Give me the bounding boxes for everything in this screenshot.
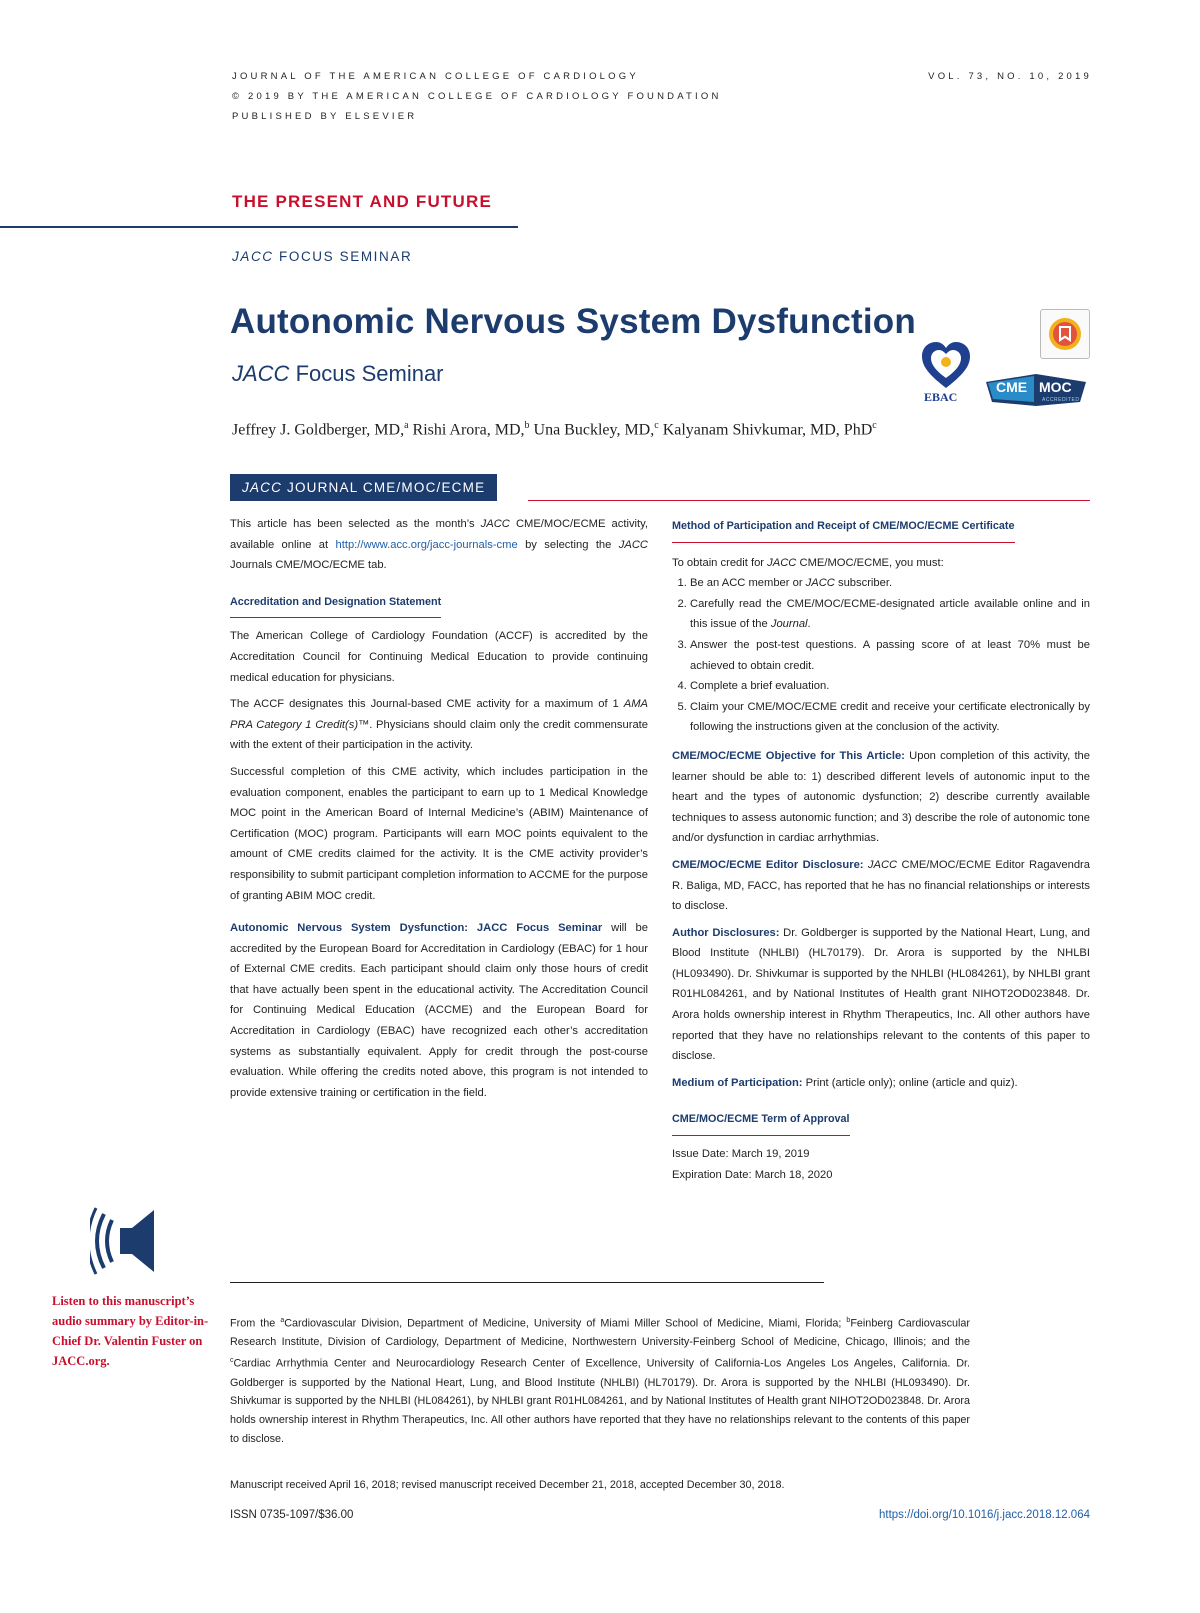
method-heading: Method of Participation and Receipt of CME/MOC/ECME Certificate xyxy=(672,516,1015,543)
method-intro: To obtain credit for JACC CME/MOC/ECME, you must: xyxy=(672,556,944,569)
copyright-line: © 2019 BY THE AMERICAN COLLEGE OF CARDIOLOGY FOUNDATION xyxy=(232,91,722,102)
method-steps xyxy=(672,573,1090,738)
author-disclosures-paragraph: Author Disclosures: Dr. Goldberger is supported by the National Heart, Lung, and Blood Institute (NHLBI) (HL70179). Dr. Arora is supported by the NHLBI (HL093490). Dr. Shivkumar is supported by the NHLBI (HL084261), by NHLBI grant R01HL084261, and by National Institutes of Health grant NIHOT2OD023848. Dr. Arora holds ownership interest in Rhythm Therapeutics, Inc. All other authors have reported that they have no relationships relevant to the contents of this paper to disclose. xyxy=(672,926,1090,1063)
article-title: Autonomic Nervous System Dysfunction xyxy=(230,302,916,341)
publisher-line: PUBLISHED BY ELSEVIER xyxy=(232,111,418,122)
method-step: 2. Carefully read the CME/MOC/ECME-designated article available online and in this issue of the Journal. xyxy=(690,594,1090,635)
term-heading: CME/MOC/ECME Term of Approval xyxy=(672,1109,850,1136)
author-list: Jeffrey J. Goldberger, MD,$^a$ Rishi Arora, MD,$^b$ Una Buckley, MD,$^c$ Kalyanam Shivkumar, MD, PhD$^c$ xyxy=(232,420,877,439)
objective-paragraph: CME/MOC/ECME Objective for This Article: Upon completion of this activity, the learner should be able to: 1) described different levels of autonomic input to the heart and the types of autonomic dysfunction; 2) describe currently available techniques to assess autonomic function; and 3) describe the role of autonomic tone and/or dysfunction in cardiac arrhythmias. xyxy=(672,749,1090,845)
journal-name: JOURNAL OF THE AMERICAN COLLEGE OF CARDIOLOGY xyxy=(232,71,639,82)
ebac-heart-icon xyxy=(918,338,974,394)
right-column xyxy=(672,514,1090,1185)
method-step: 3. Answer the post-test questions. A passing score of at least 70% must be achieved to obtain credit. xyxy=(690,635,1090,676)
article-subtitle: JACC Focus Seminar xyxy=(232,361,444,386)
section-rule xyxy=(0,226,518,228)
audio-summary-button[interactable] xyxy=(90,1206,170,1276)
speaker-icon xyxy=(90,1206,170,1276)
doi-link[interactable]: https://doi.org/10.1016/j.jacc.2018.12.064 xyxy=(879,1509,1090,1521)
accredited-label: ACCREDITED xyxy=(1042,397,1080,403)
intro-paragraph: This article has been selected as the month’s JACC CME/MOC/ECME activity, available online at http://www.acc.org/jacc-journals-cme by selecting the JACC Journals CME/MOC/ECME tab. xyxy=(230,518,649,572)
accreditation-paragraph-1: The American College of Cardiology Foundation (ACCF) is accredited by the Accreditation Council for Continuing Medical Education to provide continuing medical education for physicians. xyxy=(230,630,648,684)
medium-paragraph: Medium of Participation: Print (article only); online (article and quiz). xyxy=(672,1076,1018,1089)
issn: ISSN 0735-1097/$36.00 xyxy=(230,1509,354,1521)
cme-section-rule xyxy=(528,500,1090,501)
ebac-paragraph: Autonomic Nervous System Dysfunction: JACC Focus Seminar will be accredited by the European Board for Accreditation in Cardiology (EBAC) for 1 hour of External CME credits. Each participant should claim only those hours of credit that have actually been spent in the educational activity. The Accreditation Council for Continuing Medical Education (ACCME) and the European Board for Accreditation in Cardiology (EBAC) have recognized each other’s accreditation systems as substantially equivalent. Apply for credit through the post-course evaluation. While offering the credits noted above, this program is not intended to provide extensive training or certification in the field. xyxy=(230,922,648,1099)
accreditation-heading: Accreditation and Designation Statement xyxy=(230,592,441,619)
left-column xyxy=(230,514,648,1109)
footnote-rule xyxy=(230,1282,824,1283)
accreditation-paragraph-2: The ACCF designates this Journal-based CME activity for a maximum of 1 AMA PRA Category 1 Credit(s)™. Physicians should claim only the credit commensurate with the extent of their participation in the activity. xyxy=(230,698,649,752)
method-step: 1. Be an ACC member or JACC subscriber. xyxy=(690,573,1090,594)
editor-disclosure-paragraph: CME/MOC/ECME Editor Disclosure: JACC CME/MOC/ECME Editor Ragavendra R. Baliga, MD, FACC, has reported that he has no financial relationships or interests to disclose. xyxy=(672,858,1090,913)
affiliations-footnote: From the $^a$Cardiovascular Division, Department of Medicine, University of Miami Miller School of Medicine, Miami, Florida; $^b$Feinberg Cardiovascular Research Institute, Division of Cardiology, Department of Medicine, Northwestern University-Feinberg School of Medicine, Chicago, Illinois; and the $^c$Cardiac Arrhythmia Center and Neurocardiology Research Center of Excellence, University of California-Los Angeles Los Angeles, California. Dr. Goldberger is supported by the National Heart, Lung, and Blood Institute (NHLBI) (HL70179). Dr. Arora is supported by the NHLBI (HL093490). Dr. Shivkumar is supported by the NHLBI (HL084261), by NHLBI grant R01HL084261, and by National Institutes of Health grant NIHOT2OD023848. Dr. Arora holds ownership interest in Rhythm Therapeutics, Inc. All other authors have reported that they have no relationships relevant to the contents of this paper to disclose. xyxy=(230,1317,970,1445)
cme-link[interactable]: http://www.acc.org/jacc-journals-cme xyxy=(335,538,518,551)
method-step: 4. Complete a brief evaluation. xyxy=(690,676,1090,697)
article-kicker: JACC FOCUS SEMINAR xyxy=(232,249,413,264)
volume-info: VOL. 73, NO. 10, 2019 xyxy=(928,71,1092,82)
issue-date: Issue Date: March 19, 2019 xyxy=(672,1148,810,1161)
crossmark-button[interactable] xyxy=(1040,309,1090,359)
ebac-label: EBAC xyxy=(924,390,958,404)
method-step: 5. Claim your CME/MOC/ECME credit and receive your certificate electronically by following the instructions given at the conclusion of the activity. xyxy=(690,697,1090,738)
expiration-date: Expiration Date: March 18, 2020 xyxy=(672,1168,833,1181)
cme-moc-badge xyxy=(984,372,1088,408)
section-label: THE PRESENT AND FUTURE xyxy=(232,192,493,211)
crossmark-icon xyxy=(1041,310,1089,358)
cme-label: CME xyxy=(996,379,1028,395)
moc-paragraph: Successful completion of this CME activity, which includes participation in the evaluation component, enables the participant to earn up to 1 Medical Knowledge MOC point in the American Board of Internal Medicine’s (ABIM) Maintenance of Certification (MOC) program. Participants will earn MOC points equivalent to the amount of CME credits claimed for the activity. It is the CME activity provider’s responsibility to submit participant completion information to ACCME for the purpose of granting ABIM MOC credit. xyxy=(230,765,648,902)
manuscript-dates: Manuscript received April 16, 2018; revised manuscript received December 21, 2018, accepted December 30, 2018. xyxy=(230,1479,785,1491)
cme-section-bar: JACC JOURNAL CME/MOC/ECME xyxy=(230,474,497,501)
audio-summary-text: Listen to this manuscript’s audio summary by Editor-in-Chief Dr. Valentin Fuster on JACC.org. xyxy=(52,1294,209,1368)
ebac-badge xyxy=(918,338,974,408)
moc-label: MOC xyxy=(1039,379,1072,395)
